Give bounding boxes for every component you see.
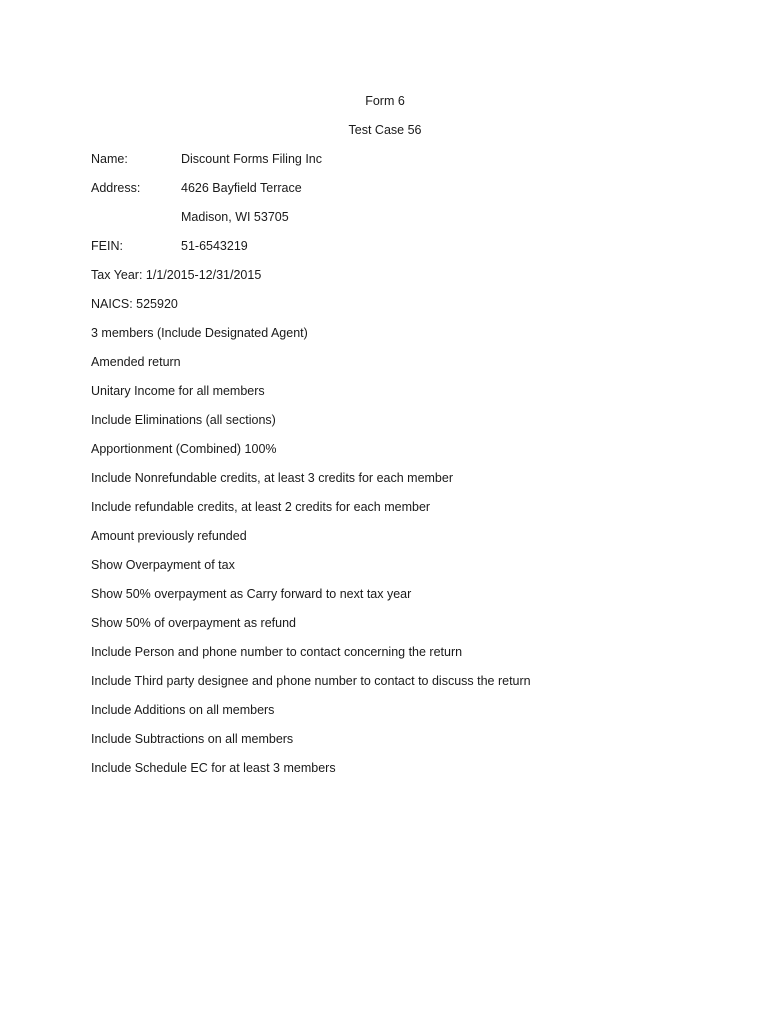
name-value: Discount Forms Filing Inc <box>181 152 323 166</box>
fein-row <box>91 239 248 253</box>
form-title: Form 6 <box>365 94 405 108</box>
naics-line: NAICS: 525920 <box>91 297 178 311</box>
address-label: Address: <box>91 181 141 195</box>
contact-person-line: Include Person and phone number to contact concerning the return <box>91 645 463 659</box>
address-row <box>91 181 302 195</box>
address-row-2 <box>91 210 289 224</box>
schedule-ec-line: Include Schedule EC for at least 3 members <box>91 761 336 775</box>
unitary-income-line: Unitary Income for all members <box>91 384 265 398</box>
refundable-credits-line: Include refundable credits, at least 2 credits for each member <box>91 500 431 514</box>
amount-refunded-line: Amount previously refunded <box>91 529 247 543</box>
nonrefundable-credits-line: Include Nonrefundable credits, at least 3 credits for each member <box>91 471 453 485</box>
apportionment-line: Apportionment (Combined) 100% <box>91 442 277 456</box>
address-line-1: 4626 Bayfield Terrace <box>181 181 302 195</box>
amended-return-line: Amended return <box>91 355 181 369</box>
fein-label: FEIN: <box>91 239 123 253</box>
tax-year-line: Tax Year: 1/1/2015-12/31/2015 <box>91 268 262 282</box>
members-line: 3 members (Include Designated Agent) <box>91 326 308 340</box>
third-party-designee-line: Include Third party designee and phone number to contact to discuss the return <box>91 674 531 688</box>
name-label: Name: <box>91 152 128 166</box>
additions-line: Include Additions on all members <box>91 703 275 717</box>
overpayment-line: Show Overpayment of tax <box>91 558 235 572</box>
test-case-title: Test Case 56 <box>348 123 422 137</box>
eliminations-line: Include Eliminations (all sections) <box>91 413 276 427</box>
refund-line: Show 50% of overpayment as refund <box>91 616 296 630</box>
fein-value: 51-6543219 <box>181 239 248 253</box>
name-row <box>91 152 322 166</box>
subtractions-line: Include Subtractions on all members <box>91 732 294 746</box>
carry-forward-line: Show 50% overpayment as Carry forward to next tax year <box>91 587 412 601</box>
address-line-2: Madison, WI 53705 <box>181 210 289 224</box>
